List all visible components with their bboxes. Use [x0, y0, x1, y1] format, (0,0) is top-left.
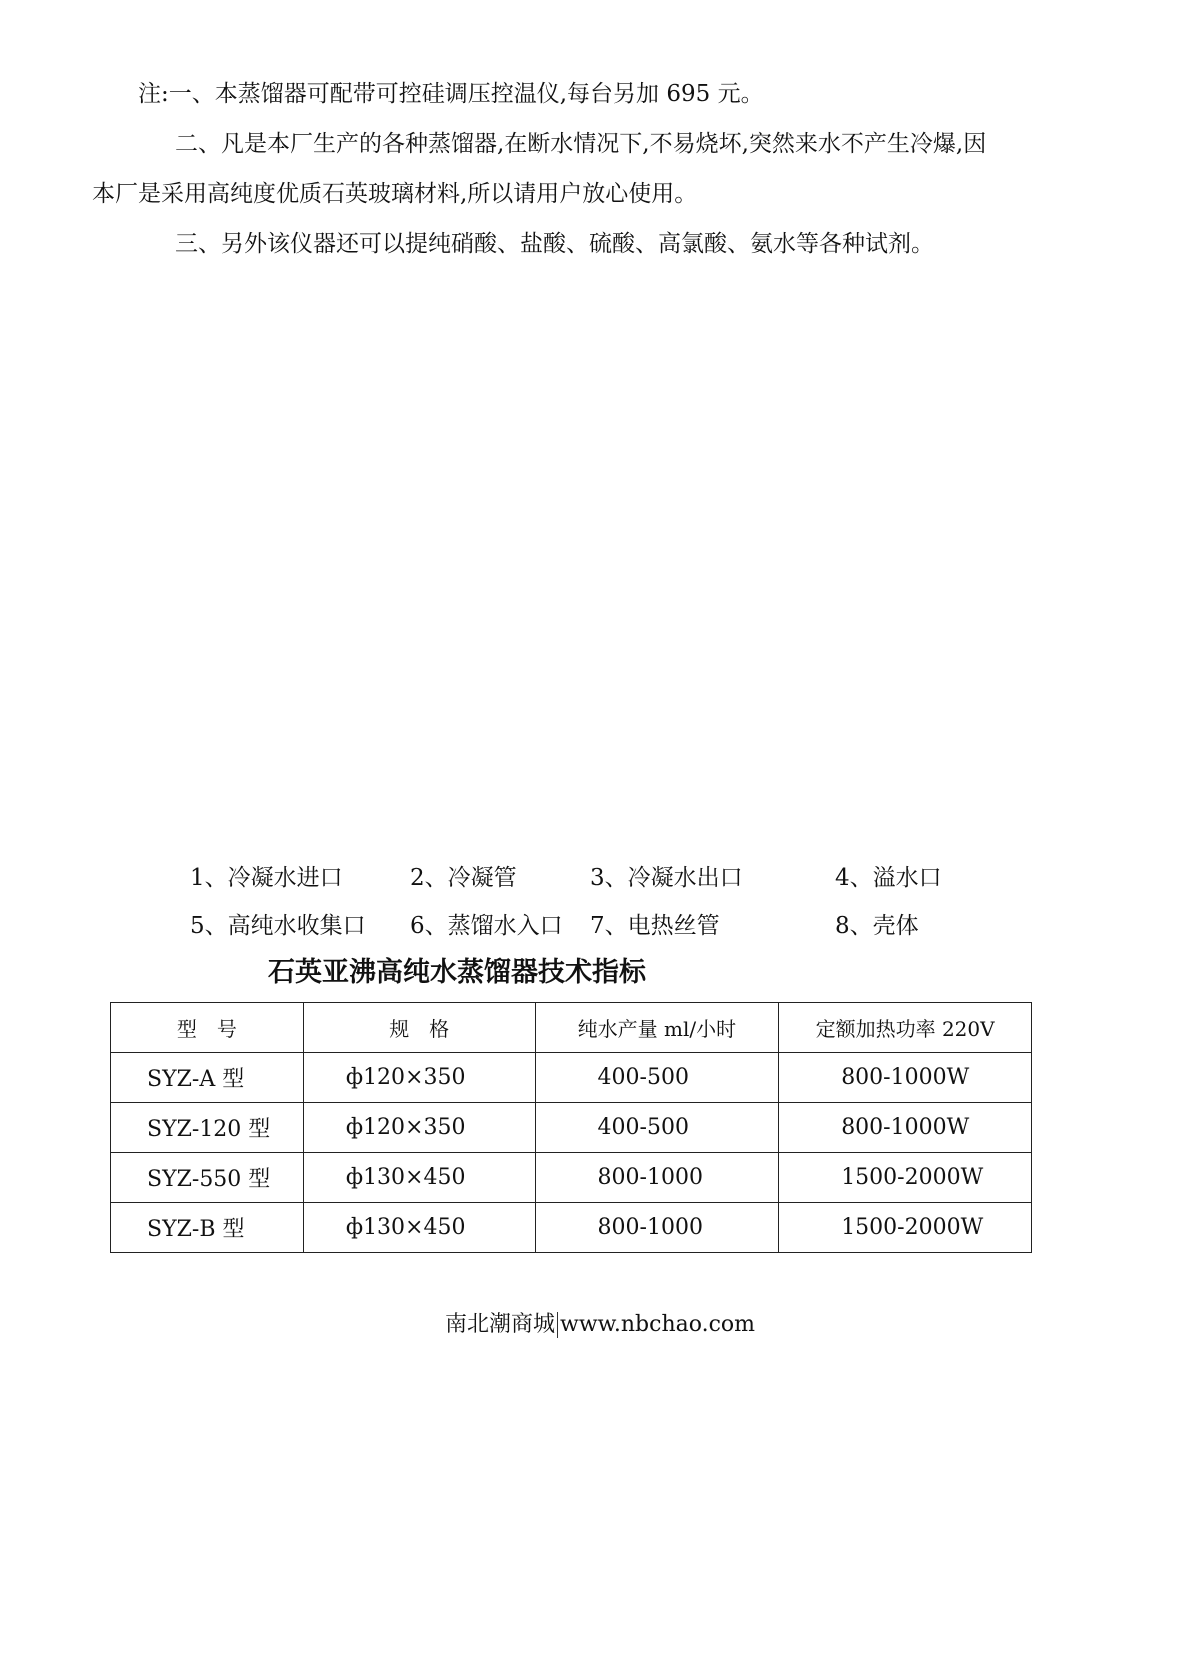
footer-url[interactable]: www.nbchao.com — [560, 1312, 756, 1337]
part-label: 5、高纯水收集口 — [190, 913, 366, 939]
cell-model: SYZ-B 型 — [111, 1203, 304, 1253]
table-title: 石英亚沸高纯水蒸馏器技术指标 — [268, 957, 646, 988]
header-spec: 规 格 — [303, 1003, 535, 1053]
header-model: 型 号 — [111, 1003, 304, 1053]
cell-spec: ф130×450 — [303, 1203, 535, 1253]
cell-power: 1500-2000W — [779, 1153, 1032, 1203]
note-line-4: 三、另外该仪器还可以提纯硝酸、盐酸、硫酸、高氯酸、氨水等各种试剂。 — [175, 231, 934, 257]
table-row — [111, 1053, 1032, 1103]
part-label: 3、冷凝水出口 — [590, 865, 743, 891]
table-row — [111, 1153, 1032, 1203]
part-label: 7、电热丝管 — [590, 913, 720, 939]
cell-model: SYZ-550 型 — [111, 1153, 304, 1203]
cell-output: 400-500 — [535, 1053, 779, 1103]
footer-site-name: 南北潮商城 — [444, 1312, 555, 1337]
footer-separator — [557, 1312, 558, 1338]
part-label: 2、冷凝管 — [410, 865, 517, 891]
note-line-3: 本厂是采用高纯度优质石英玻璃材料,所以请用户放心使用。 — [92, 181, 698, 207]
part-label: 6、蒸馏水入口 — [410, 913, 563, 939]
cell-spec: ф130×450 — [303, 1153, 535, 1203]
cell-output: 400-500 — [535, 1103, 779, 1153]
table-row — [111, 1103, 1032, 1153]
header-output: 纯水产量 ml/小时 — [535, 1003, 779, 1053]
cell-model: SYZ-A 型 — [111, 1053, 304, 1103]
footer — [0, 1310, 1200, 1340]
cell-output: 800-1000 — [535, 1153, 779, 1203]
table-header-row — [111, 1003, 1032, 1053]
cell-spec: ф120×350 — [303, 1053, 535, 1103]
cell-spec: ф120×350 — [303, 1103, 535, 1153]
part-label: 1、冷凝水进口 — [190, 865, 343, 891]
spec-table — [110, 1002, 1032, 1253]
part-label: 8、壳体 — [835, 913, 919, 939]
cell-model: SYZ-120 型 — [111, 1103, 304, 1153]
cell-power: 800-1000W — [779, 1053, 1032, 1103]
header-power: 定额加热功率 220V — [779, 1003, 1032, 1053]
cell-output: 800-1000 — [535, 1203, 779, 1253]
part-label: 4、溢水口 — [835, 865, 942, 891]
table-row — [111, 1203, 1032, 1253]
cell-power: 800-1000W — [779, 1103, 1032, 1153]
note-line-2: 二、凡是本厂生产的各种蒸馏器,在断水情况下,不易烧坏,突然来水不产生冷爆,因 — [175, 131, 987, 157]
cell-power: 1500-2000W — [779, 1203, 1032, 1253]
note-line-1: 注:一、本蒸馏器可配带可控硅调压控温仪,每台另加 695 元。 — [138, 81, 764, 107]
